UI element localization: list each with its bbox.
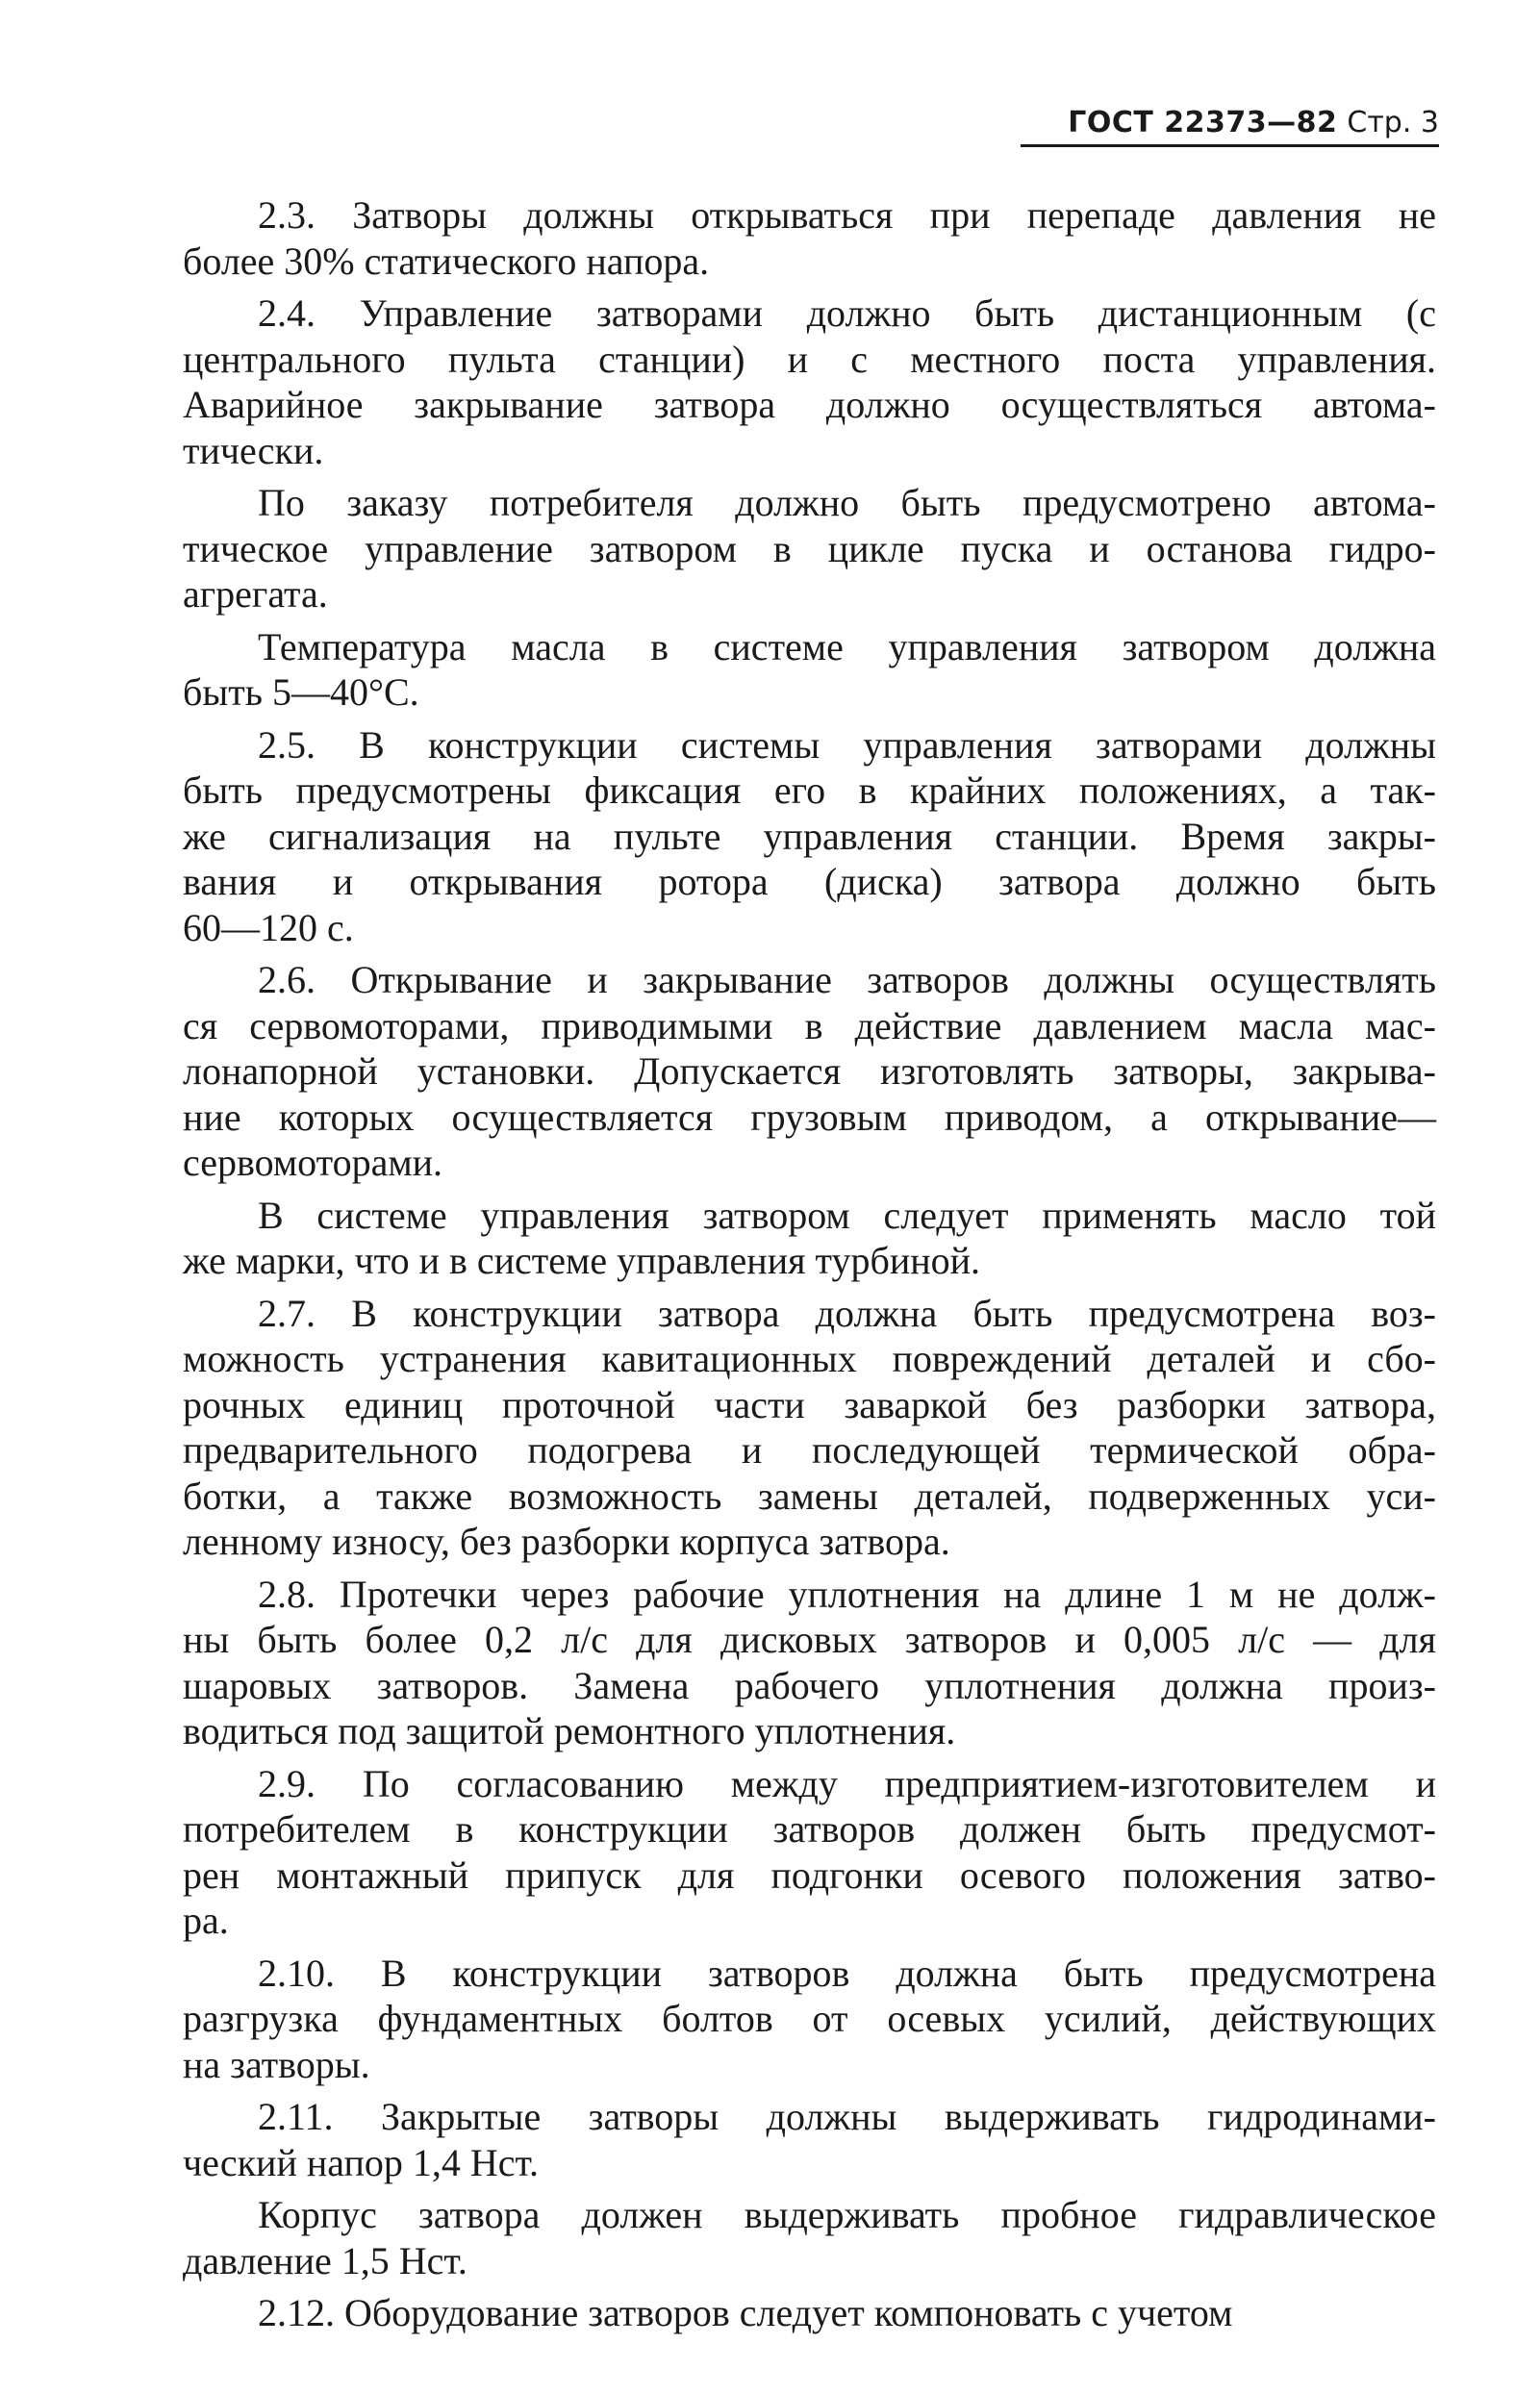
text-line: 2.12. Оборудование затворов следует компоновать с учетом (258, 2291, 1233, 2334)
text-line: же сигнализация на пульте управления станции. Время закры- (183, 814, 1436, 858)
text-line: шаровых затворов. Замена рабочего уплотнения должна произ- (183, 1663, 1436, 1707)
text-line: на затворы. (183, 2042, 370, 2086)
paragraph (183, 2094, 1436, 2185)
text-line: разгрузка фундаментных болтов от осевых усилий, действующих (183, 1997, 1436, 2040)
text-line: 2.8. Протечки через рабочие уплотнения на длине 1 м не долж- (258, 1572, 1436, 1616)
text-line: лонапорной установки. Допускается изготовлять затворы, закрыва- (183, 1049, 1436, 1093)
text-line: водиться под защитой ремонтного уплотнения. (183, 1709, 956, 1752)
text-line: 2.4. Управление затворами должно быть дистанционным (с (258, 291, 1436, 335)
text-line: же марки, что и в системе управления турбиной. (183, 1239, 981, 1282)
paragraph (183, 722, 1436, 951)
text-line: тическое управление затвором в цикле пуска и останова гидро- (183, 526, 1436, 570)
paragraph (183, 1572, 1436, 1754)
text-line: ся сервомоторами, приводимыми в действие давлением масла мас- (183, 1003, 1436, 1047)
text-line: ческий напор 1,4 Нст. (183, 2140, 540, 2184)
page-header (1068, 104, 1439, 142)
text-line: ние которых осуществляется грузовым приводом, а открывание— (183, 1095, 1436, 1139)
text-line: 2.5. В конструкции системы управления затворами должны (258, 722, 1436, 767)
text-line: 2.11. Закрытые затворы должны выдерживать гидродинами- (258, 2095, 1436, 2138)
paragraph (183, 2192, 1436, 2283)
text-line: ботки, а также возможность замены деталей, подверженных уси- (183, 1474, 1436, 1518)
paragraph (183, 957, 1436, 1186)
text-line: 2.6. Открывание и закрывание затворов должны осуществлять (258, 958, 1436, 1001)
text-line: вания и открывания ротора (диска) затвора должно быть (183, 860, 1436, 903)
text-line: давление 1,5 Нст. (183, 2238, 467, 2282)
text-line: Температура масла в системе управления затвором должна (258, 624, 1436, 668)
body-text (183, 192, 1436, 2343)
text-line: ленному износу, без разборки корпуса затвора. (183, 1520, 950, 1563)
paragraph (183, 2290, 1436, 2336)
paragraph (183, 480, 1436, 617)
paragraph (183, 1291, 1436, 1565)
text-line: 2.3. Затворы должны открываться при перепаде давления не (258, 193, 1436, 237)
text-line: 2.10. В конструкции затворов должна быть предусмотрена (258, 1951, 1436, 1995)
text-line: По заказу потребителя должно быть предусмотрено автома- (258, 481, 1436, 524)
paragraph (183, 1193, 1436, 1284)
text-line: агрегата. (183, 572, 328, 616)
text-line: В системе управления затвором следует применять масло той (258, 1193, 1436, 1237)
standard-code: ГОСТ 22373—82 (1068, 106, 1338, 139)
paragraph (183, 192, 1436, 284)
paragraph (183, 290, 1436, 473)
text-line: 2.9. По согласованию между предприятием-изготовителем и (258, 1761, 1436, 1805)
text-line: предварительного подогрева и последующей термической обра- (183, 1428, 1436, 1472)
paragraph (183, 1761, 1436, 1944)
text-line: 60—120 с. (183, 905, 354, 949)
text-line: тически. (183, 428, 324, 472)
page-number: Стр. 3 (1347, 106, 1439, 139)
paragraph (183, 624, 1436, 716)
text-line: сервомоторами. (183, 1141, 443, 1184)
text-line: 2.7. В конструкции затвора должна быть предусмотрена воз- (258, 1291, 1436, 1335)
text-line: Корпус затвора должен выдерживать пробное гидравлическое (258, 2193, 1436, 2236)
text-line: более 30% статического напора. (183, 239, 710, 283)
text-line: Аварийное закрывание затвора должно осуществляться автома- (183, 383, 1436, 426)
text-line: рен монтажный припуск для подгонки осевого положения затво- (183, 1852, 1436, 1897)
text-line: быть 5—40°С. (183, 670, 419, 714)
paragraph (183, 1951, 1436, 2088)
text-line: ны быть более 0,2 л/с для дисковых затворов и 0,005 л/с — для (183, 1618, 1436, 1661)
text-line: центрального пульта станции) и с местного поста управления. (183, 337, 1436, 381)
text-line: быть предусмотрены фиксация его в крайних положениях, а так- (183, 769, 1436, 812)
text-line: рочных единиц проточной части заваркой без разборки затвора, (183, 1382, 1436, 1426)
text-line: ра. (183, 1899, 229, 1942)
header-rule (1021, 144, 1439, 147)
text-line: можность устранения кавитационных повреждений деталей и сбо- (183, 1337, 1436, 1380)
text-line: потребителем в конструкции затворов должен быть предусмот- (183, 1807, 1436, 1851)
